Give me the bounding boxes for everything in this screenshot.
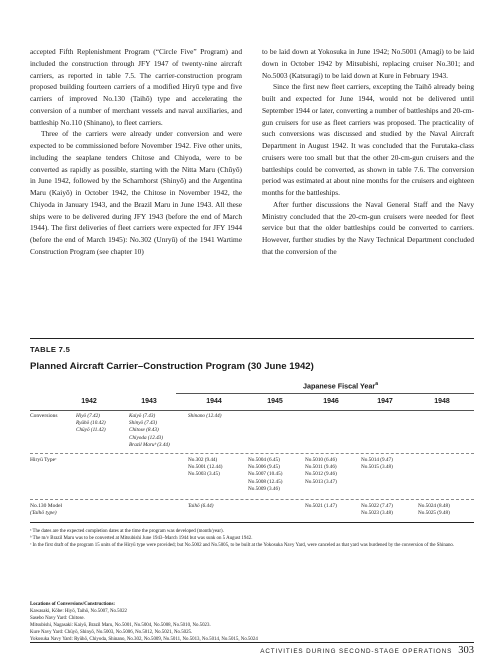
location-entry: Kawasaki, Kōbe: Hiyō, Taihō, No.5007, No.5022	[30, 608, 127, 614]
cell-entry: No.5008 (12.45)	[248, 478, 283, 485]
table-cell	[248, 457, 282, 493]
table-cell	[418, 503, 450, 517]
location-entry: Sasebo Navy Yard: Chitose.	[30, 615, 85, 621]
row-label: Conversions	[30, 413, 58, 419]
cell-entry: No.5014 (9.47)	[361, 457, 393, 463]
table-cell	[305, 503, 337, 510]
cell-entry: Chūyō (11.42)	[76, 427, 106, 434]
cell-entry: No.5003 (3.45)	[188, 471, 220, 478]
footnote-marker: a	[375, 381, 378, 387]
running-footer-text: ACTIVITIES DURING SECOND-STAGE OPERATIONS	[260, 648, 453, 655]
cell-entry: No.5015 (3.48)	[361, 464, 393, 471]
cell-entry: No.5012 (9.46)	[305, 471, 337, 478]
cell-entry: Chiyoda (12.43)	[129, 434, 164, 441]
cell-entry: No.5022 (7.47)	[361, 503, 393, 509]
locations-heading: Locations of Conversions/Constructions:	[30, 602, 116, 607]
footnote: ᵃ The dates are the expected completion dates at the time the program was developed (month/year).	[30, 529, 224, 534]
footnote: ᶜ In the first draft of the program 15 units of the Hiryū type were provided; but No.5002 and No.5005, to be built at the Yokosuka Navy Yard, were canceled as that yard was burdened by the conversion of the Shinano.	[30, 543, 455, 548]
header-rule	[30, 410, 474, 411]
cell-entry: No.5013 (3.47)	[305, 478, 337, 485]
cell-entry: Shinano (12.44)	[188, 413, 222, 419]
table-cell	[361, 457, 393, 471]
table-cell	[188, 457, 222, 479]
cell-entry: No.5006 (9.45)	[248, 464, 280, 471]
fiscal-year-header-text: Japanese Fiscal Year	[303, 381, 376, 391]
row-separator	[30, 453, 474, 454]
year-header: 1943	[141, 398, 157, 405]
locations-list	[30, 602, 474, 643]
table-body-rule	[30, 522, 474, 523]
cell-entry: Taihō (6.44)	[188, 503, 214, 509]
cell-entry: Ryūhō (10.42)	[76, 420, 106, 427]
year-header: 1948	[434, 398, 450, 405]
body-text-columns	[30, 46, 474, 258]
location-entry: Yokosuka Navy Yard: Ryūhō, Chiyoda, Shinano, No.302, No.5009, No.5011, No.5013, No.5014, No.5015, No.5024	[30, 636, 258, 642]
cell-entry: No.5001 (12.44)	[188, 464, 223, 471]
running-footer	[260, 645, 474, 656]
table-label: TABLE 7.5	[30, 345, 71, 354]
row-separator	[30, 499, 474, 500]
fiscal-year-rule	[176, 393, 474, 394]
paragraph: Three of the carriers were already under conversion and were expected to be commissioned before November 1942. Five other units, including the seaplane tenders Chitose and Chiyoda, were to be converted as rapidly as possible, starting with the Nitta Maru (Chūyō) in June 1942, followed by the Scharnhorst (Shinyō) and the Argentina Maru (Kaiyō) in October 1942, the Chitose in November 1942, the Chiyoda in January 1943, and the Brazil Maru in June 1943. All these ships were to be delivered during JFY 1943 (before the end of March 1944). The first deliveries of fleet carriers were expected for JFY 1944 (before the end of March 1945): No.302 (Unryū) of the 1941 Wartime Construction Program (see chapter 10)	[30, 129, 242, 256]
cell-entry: Shinyō (7.43)	[129, 420, 157, 427]
cell-entry: No.5023 (3.48)	[361, 510, 393, 517]
table-cell	[129, 413, 170, 449]
cell-entry: No.5009 (3.46)	[248, 485, 280, 492]
cell-entry: Chitose (8.43)	[129, 427, 159, 434]
paragraph: to be laid down at Yokosuka in June 1942; No.5001 (Amagi) to be laid down in October 1942 by Mitsubishi, replacing cruiser No.301; and No.5003 (Katsuragi) to be laid down at Kure in February 1943.	[262, 47, 474, 80]
cell-entry: No.5004 (6.45)	[248, 457, 280, 463]
paragraph: Since the first new fleet carriers, excepting the Taihō already being built and expected for June 1944, would not be delivered until September 1944 or later, converting a number of battleships and 20-cm-gun cruisers for use as fleet carriers was proposed. The practicality of such conversions was discussed and studied by the Naval Aircraft Department in August 1942. It was concluded that the Furutaka-class cruisers were too small but that the other 20-cm-gun cruisers and the battleships could be converted, as shown in table 7.6. The conversion period was estimated at about nine months for the cruisers and eighteen months for the battleships.	[262, 82, 474, 197]
paragraph: After further discussions the Naval General Staff and the Navy Ministry concluded that the 20-cm-gun cruisers were needed for fleet service but that the older battleships could be converted to carriers. However, further studies by the Navy Technical Department concluded that the conversion of the	[262, 199, 474, 256]
table-footnotes	[30, 528, 474, 549]
row-label-sub: (Taihō type)	[30, 510, 57, 517]
year-header: 1944	[206, 398, 222, 405]
year-header: 1947	[377, 398, 393, 405]
cell-entry: No.5025 (9.48)	[418, 510, 450, 517]
cell-entry: No.5021 (1.47)	[305, 503, 337, 509]
year-header: 1942	[81, 398, 97, 405]
table-cell	[305, 457, 337, 486]
cell-entry: Kaiyō (7.43)	[129, 413, 156, 419]
location-entry: Kure Navy Yard: Chūyō, Shinyō, No.5003, No.5006, No.5012, No.5021, No.5025.	[30, 629, 193, 635]
table-top-rule	[30, 338, 474, 339]
table-cell	[361, 503, 393, 517]
paragraph: accepted Fifth Replenishment Program (“Circle Five” Program) and included the construction through JFY 1947 of twenty-nine aircraft carriers, as reported in table 7.5. The carrier-construction program proposed building fourteen carriers of a modified Hiryū type and five carriers of improved No.130 (Taihō) type and accelerating the conversion of a number of merchant vessels and naval auxiliaries, and battleship No.110 (Shinano), to fleet carriers.	[30, 47, 242, 127]
cell-entry: Hiyō (7.42)	[76, 413, 100, 419]
row-label: Hiryū Typeᶜ	[30, 457, 57, 463]
cell-entry: No.302 (9.44)	[188, 457, 218, 463]
footnote: ᵇ The m/v Brazil Maru was to be converted at Mitsubishi June 1943–March 1944 but was sunk on 5 August 1942.	[30, 536, 253, 541]
cell-entry: No.5010 (6.46)	[305, 457, 337, 463]
year-header: 1945	[267, 398, 283, 405]
table-cell	[188, 503, 213, 510]
left-text-column	[30, 46, 242, 258]
table-cell	[188, 413, 221, 420]
fiscal-year-header	[303, 381, 378, 390]
table-cell	[76, 413, 106, 435]
location-entry: Mitsubishi, Nagasaki: Kaiyō, Brazil Maru, No.5001, No.5004, No.5008, No.5010, No.5023.	[30, 622, 211, 628]
table-title: Planned Aircraft Carrier–Construction Program (30 June 1942)	[30, 361, 314, 372]
right-text-column	[262, 46, 474, 258]
cell-entry: Brazil Maruᵇ (3.44)	[129, 441, 170, 448]
table-bottom-rule	[30, 642, 474, 643]
row-label: No.130 Model	[30, 503, 63, 509]
year-header: 1946	[323, 398, 339, 405]
cell-entry: No.5024 (8.48)	[418, 503, 450, 509]
page-number: 303	[458, 645, 474, 656]
row-label-group	[30, 503, 62, 517]
cell-entry: No.5007 (10.45)	[248, 471, 283, 478]
cell-entry: No.5011 (9.46)	[305, 464, 337, 471]
